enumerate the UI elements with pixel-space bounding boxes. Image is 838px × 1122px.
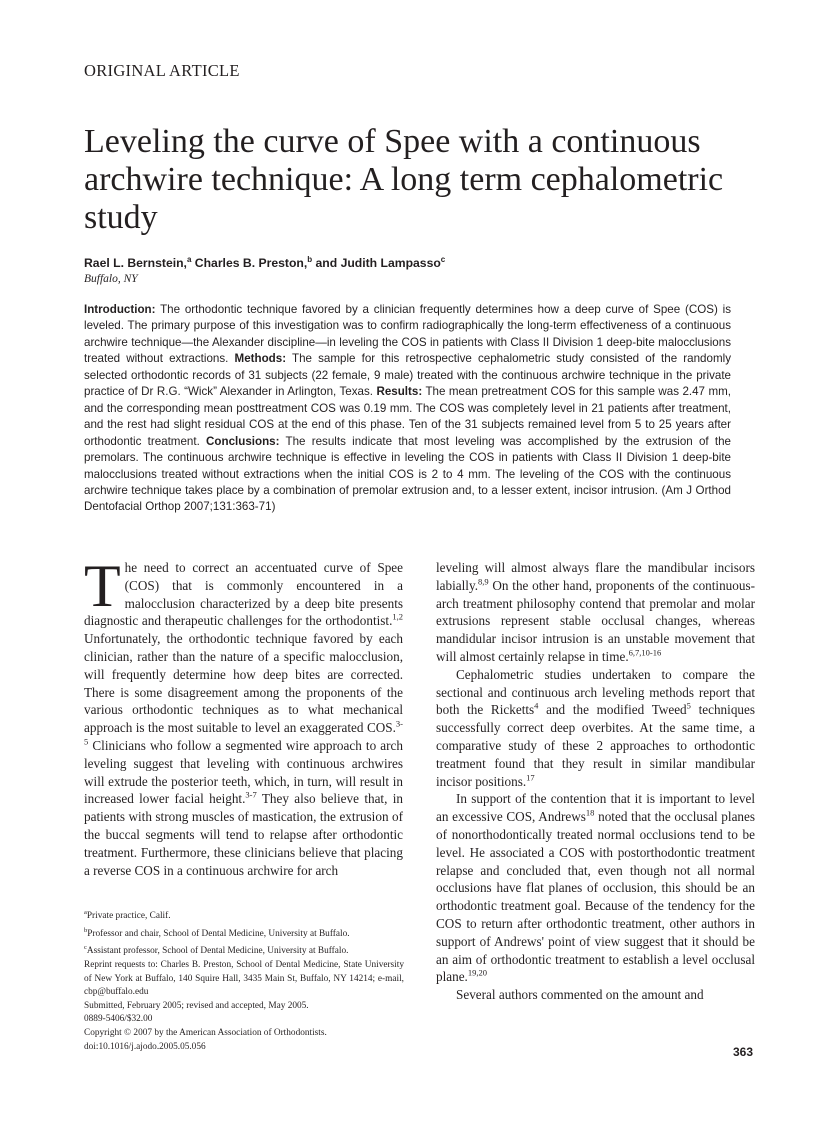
text-run: leveling will almost always flare the mandibular incisors labially. (436, 560, 755, 593)
citation-superscript: 18 (585, 807, 595, 818)
text-run: They also believe that, in patients with strong muscles of mastication, the extrusion of the buccal segments will tend to relapse after orthodontic treatment. Furthermore, these clinicians believe that placing a reverse COS in a continuous archwire for arch (84, 791, 403, 878)
footnotes (84, 906, 404, 1054)
footnote (84, 1027, 404, 1041)
footnote (84, 1041, 404, 1055)
footnote (84, 924, 404, 942)
text-run: The results indicate that most leveling was accomplished by the extrusion of the premolars. The continuous archwire technique is effective in leveling the COS in patients with Class II Division 1 deep-bite malocclusions treated without extractions when the initial COS is 2 to 4 mm. The leveling of the COS with the continuous archwire technique takes place by a combination of premolar extrusion and, to a lesser extent, incisor intrusion. (Am J Orthod Dentofacial Orthop 2007;131:363-71) (84, 434, 731, 514)
text-run: Assistant professor, School of Dental Medicine, University at Buffalo. (86, 946, 349, 957)
footnote (84, 959, 404, 1000)
text-run: Submitted, February 2005; revised and accepted, May 2005. (84, 1000, 309, 1011)
citation-superscript: 1,2 (392, 612, 403, 622)
body-column-left (84, 553, 403, 879)
body-paragraph (84, 553, 403, 879)
author-name: Charles B. Preston, (191, 256, 308, 271)
text-run: On the other hand, proponents of the continuous-arch treatment philosophy contend that premolar and molar extrusions represent stable occlusal changes, whereas mandidular incisor intrusion is an unstable movement that will almost certainly relapse in time. (436, 577, 755, 664)
text-run: he need to correct an accentuated curve of Spee (COS) that is commonly encountered in a malocclusion characterized by a deep bite presents diagnostic and therapeutic challenges for the orthodontist. (84, 560, 403, 629)
citation-superscript: 3-7 (245, 789, 257, 800)
citation-superscript: 19,20 (467, 967, 487, 978)
citation-superscript: 17 (526, 772, 535, 783)
body-paragraph (436, 986, 755, 1004)
citation-superscript: 5 (686, 700, 691, 711)
citation-superscript: c (84, 944, 87, 952)
body-paragraph (436, 666, 755, 791)
text-run: Several authors commented on the amount and (456, 987, 704, 1003)
author-mark: c (440, 255, 446, 264)
citation-superscript: a (84, 909, 87, 916)
page-number: 363 (733, 1045, 754, 1059)
citation-superscript: b (84, 926, 88, 934)
text-run: noted that the occlusal planes of nonorthodontically treated normal occlusions tend to be level. He associated a COS with postorthodontic treatment relapse and concluded that, even though not all normal occlusions have flat planes of occlusion, this should be an orthodontic treatment goal. Because of the tendency for the COS to return after orthodontic treatment, other authors in support of Andrews' point of view suggest that it should be an aim of orthodontic treatment to establish a level occlusal plane. (436, 809, 755, 985)
citation-superscript: 8,9 (478, 576, 489, 587)
text-run: Cephalometric studies undertaken to compare the sectional and continuous arch leveling methods report that both the Ricketts (436, 666, 755, 718)
citation-superscript: 3-5 (84, 718, 403, 747)
author-mark: b (307, 255, 313, 264)
footnote (84, 1013, 404, 1027)
section-heading: Methods: (234, 352, 287, 366)
text-run: The orthodontic technique favored by a clinician frequently determines how a deep curve of Spee (COS) is leveled. The primary purpose of this investigation was to confirm radiographically the long-term effectiveness of a continuous archwire technique—the Alexander discipline—in leveling the COS in patients with Class II Division 1 deep-bite malocclusions treated without extractions. (84, 303, 731, 366)
text-run: Private practice, Calif. (86, 911, 171, 922)
citation-superscript: 4 (534, 700, 539, 711)
section-heading: Results: (376, 385, 423, 399)
text-run: Reprint requests to: Charles B. Preston, School of Dental Medicine, State University of New York at Buffalo, 140 Squire Hall, 3435 Main St, Buffalo, NY 14214; e-mail, cbp@buffalo.edu (84, 960, 404, 998)
section-label: ORIGINAL ARTICLE (84, 61, 240, 80)
footnote (84, 941, 404, 959)
drop-cap: T (84, 553, 121, 619)
text-run: Clinicians who follow a segmented wire approach to arch leveling suggest that leveling with continuous archwires will extrude the posterior teeth, which, in turn, will result in increased lower facial height. (84, 737, 403, 807)
author-list (84, 255, 445, 270)
section-heading: Introduction: (84, 303, 156, 316)
text-run: techniques successfully correct deep overbites. At the same time, a comparative study of these 2 approaches to orthodontic treatment found that they result in similar mandibular incisor positions. (436, 702, 755, 789)
abstract (84, 302, 731, 516)
footnote (84, 1000, 404, 1014)
body-column-right (436, 559, 755, 1004)
author-mark: a (186, 255, 192, 264)
text-run: and the modified Tweed (538, 702, 687, 718)
text-run: Copyright © 2007 by the American Association of Orthodontists. (84, 1028, 327, 1039)
text-run: Professor and chair, School of Dental Medicine, University at Buffalo. (87, 928, 350, 939)
text-run: The sample for this retrospective cephalometric study consisted of the randomly selected orthodontic records of 31 subjects (22 female, 9 male) treated with the continuous archwire technique in the private practice of Dr R.G. “Wick” Alexander in Arlington, Texas. (84, 352, 731, 399)
article-title: Leveling the curve of Spee with a continuous archwire technique: A long term cephalometric study (84, 123, 724, 236)
affiliation: Buffalo, NY (84, 273, 138, 285)
text-run: In support of the contention that it is important to level an excessive COS, Andrews (436, 791, 755, 825)
citation-superscript: 6,7,10-16 (628, 647, 662, 658)
text-run: 0889-5406/$32.00 (84, 1014, 153, 1025)
body-paragraph (436, 790, 755, 986)
author-name: and Judith Lampasso (312, 256, 441, 271)
section-heading: Conclusions: (206, 434, 280, 448)
footnote (84, 906, 404, 924)
text-run: Unfortunately, the orthodontic technique favored by each clinician, rather than the nature of a specific malocclusion, will frequently determine how deep bites are corrected. There is some disagreement among the proponents of the various orthodontic techniques as to what mechanical approach is the most suitable to level an exaggerated COS. (84, 631, 403, 736)
text-run: doi:10.1016/j.ajodo.2005.05.056 (84, 1041, 206, 1052)
author-name: Rael L. Bernstein, (84, 256, 187, 271)
body-paragraph (436, 559, 755, 666)
text-run: The mean pretreatment COS for this sample was 2.47 mm, and the corresponding mean posttreatment COS was 0.19 mm. The COS was completely level in 21 patients after treatment, and the rest had slight residual COS at the end of this phase. Ten of the 31 subjects remained level from 5 to 25 years after orthodontic treatment. (84, 385, 731, 448)
